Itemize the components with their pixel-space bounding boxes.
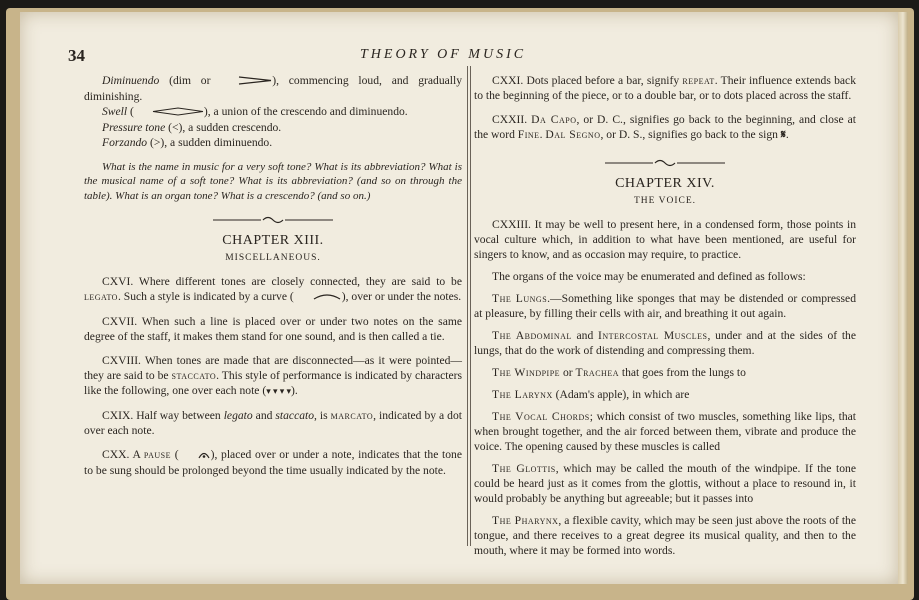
chapter-14-subtitle: THE VOICE. [633,196,697,206]
chapter-13-subtitle: MISCELLANEOUS. [225,253,321,264]
paragraph-116: CXVI. Where different tones are closely connected, they are said to be legato. Such a style is indicated by a curve ( ), over or under the notes. [84,275,462,304]
organs-intro: The organs of the voice may be enumerated and defined as follows: [492,270,806,283]
paragraph-123: CXXIII. It may be well to present here, in a condensed form, those points in vocal culture which, in addition to what have been mentioned, are useful for singers to know, and as occasion may require, to practice. [474,218,856,261]
paragraph-119: CXIX. Half way between legato and staccato, is marcato, indicated by a dot over each note. [84,409,462,438]
ornament-divider-icon [213,215,333,225]
staccato-marks-icon: ▾ ▾ ▾ ▾ [266,386,292,397]
swell-hairpin-icon [134,105,204,120]
chapter-14-title: CHAPTER XIV. [615,176,715,191]
fermata-icon [179,448,211,463]
larynx-paragraph: The Larynx (Adam's apple), in which are [492,388,690,401]
forzando-line: Forzando (>), a sudden diminuendo. [102,135,273,149]
paragraph-120: CXX. A pause ( ), placed over or under a note, indicates that the tone to be sung should be prolonged beyond the time usually indicated by the note. [84,448,463,477]
decrescendo-hairpin-icon [220,74,272,89]
diminuendo-line: Diminuendo (dim or ), commencing loud, and gradually diminishing. [84,74,462,103]
review-questions: What is the name in music for a very soft tone? What is its abbreviation? What is the musical name of a soft tone? What is its abbreviation? (and so on through the table). What is an organ tone? What is a crescendo? (and so on.) [84,160,462,202]
page-number: 34 [68,46,85,65]
abdominal-paragraph: The Abdominal and Intercostal Muscles, under and at the sides of the lungs, that do the work of distending and compressing them. [474,329,856,357]
page-edges [898,12,908,584]
pressure-line: Pressure tone (<), a sudden crescendo. [102,120,282,134]
chapter-13-title: CHAPTER XIII. [222,233,324,249]
segno-sign-icon: 𝄋 [780,127,786,141]
paragraph-118: CXVIII. When tones are made that are disconnected—as it were pointed—they are said to be staccato. This style of performance is indicated by characters like the following, one over each note (▾ ▾ ▾ ▾). [84,354,462,398]
left-column [84,73,462,478]
windpipe-paragraph: The Windpipe or Trachea that goes from the lungs to [492,366,746,379]
glottis-paragraph: The Glottis, which may be called the mouth of the windpipe. If the tone could be heard just as it comes from the glottis, without a place to resound in, it would probably be anything but agreeable; but it passes into [474,462,856,505]
slur-curve-icon [294,290,342,305]
running-head: THEORY OF MUSIC [360,47,527,62]
right-column [474,73,856,558]
lungs-paragraph: The Lungs.—Something like sponges that may be distended or compressed at pleasure, by filling their cells with air, and breathing it out again. [474,292,856,320]
swell-line: Swell ( ), a union of the crescendo and diminuendo. [102,104,408,118]
column-divider [467,66,471,546]
pharynx-paragraph: The Pharynx, a flexible cavity, which may be seen just above the roots of the tongue, and there receives to a great degree its musical quality, and then to the mouth, where it may be formed into words. [474,514,856,557]
paragraph-121: CXXI. Dots placed before a bar, signify repeat. Their influence extends back to the beginning of the piece, or to a double bar, or to dots placed across the staff. [474,74,856,102]
ornament-divider-icon [605,158,725,168]
paragraph-117: CXVII. When such a line is placed over or under two notes on the same degree of the staff, it makes them stand for one sound, and is then called a tie. [84,315,462,344]
paragraph-122: CXXII. Da Capo, or D. C., signifies go back to the beginning, and close at the word Fine. Dal Segno, or D. S., signifies go back to the sign 𝄋. [474,113,856,141]
vocal-chords-paragraph: The Vocal Chords; which consist of two muscles, something like lips, that when brought together, and the air forced between them, vibrate and produce the voice. The opening caused by these muscles is called [474,410,856,453]
